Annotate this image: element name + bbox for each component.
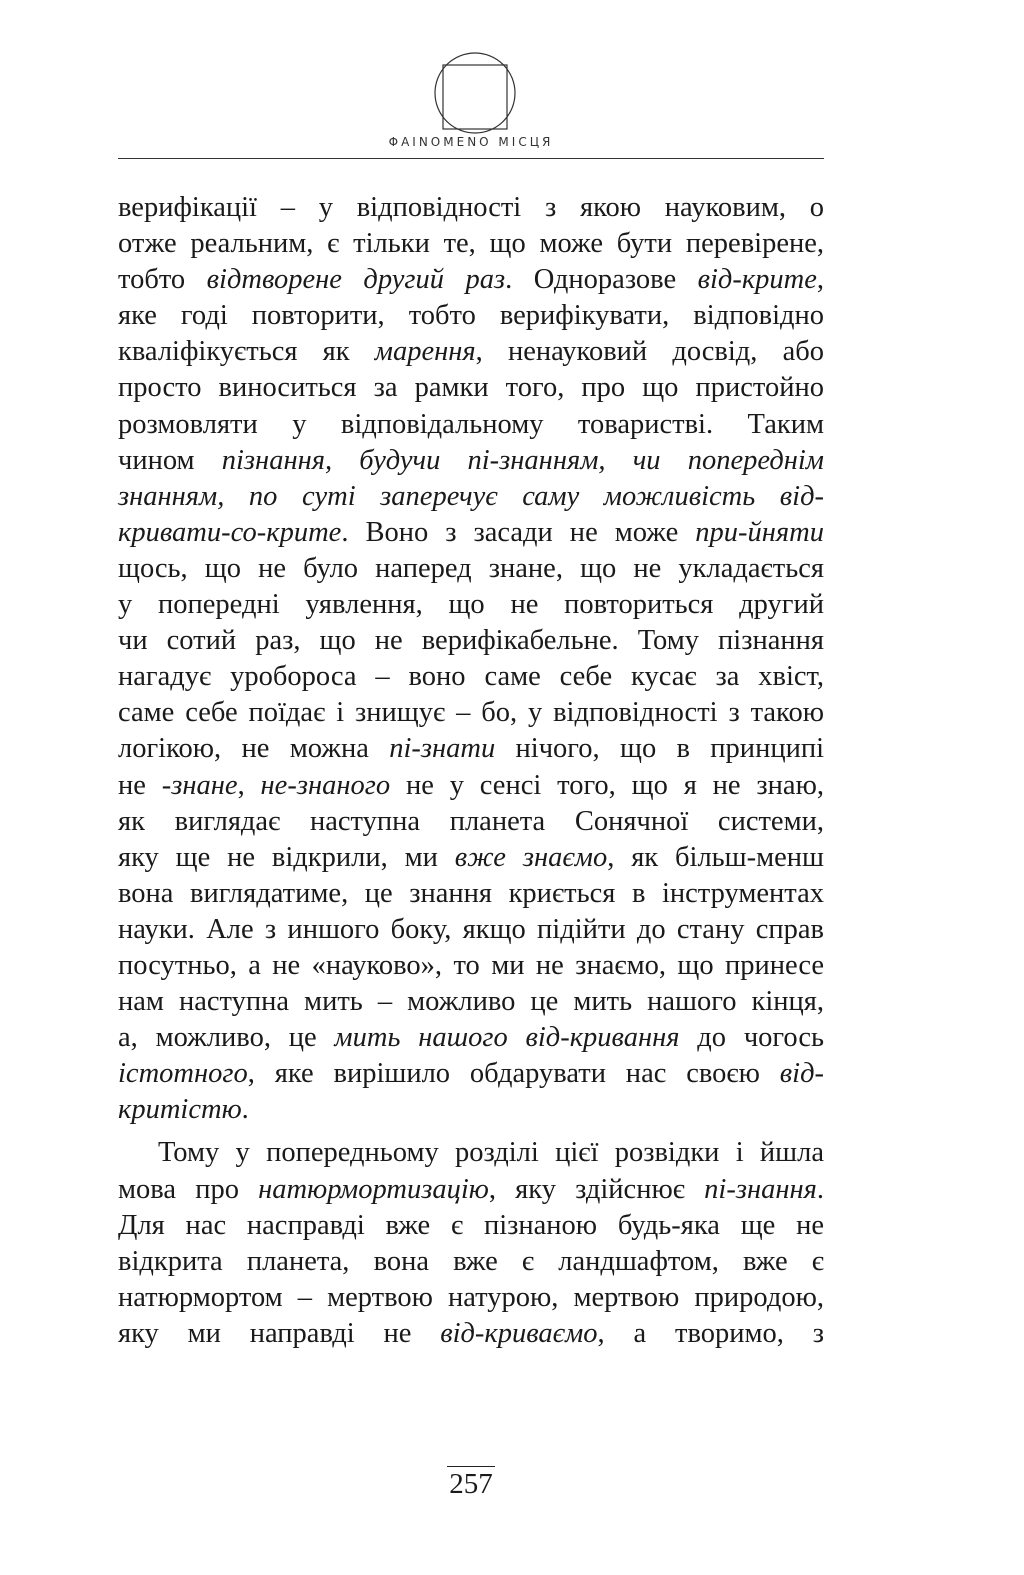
text-line bbox=[118, 370, 824, 406]
italic-run: при-йняти bbox=[695, 516, 824, 548]
text-run: яку ще не відкрили, ми bbox=[118, 841, 455, 873]
header-rule bbox=[118, 158, 824, 159]
text-line bbox=[118, 948, 824, 984]
text-line bbox=[118, 840, 824, 876]
italic-run: натюрмортизацію bbox=[258, 1173, 489, 1205]
text-run: яке годі повторити, тобто верифікувати, відповідно bbox=[118, 300, 824, 332]
text-line bbox=[118, 1020, 824, 1056]
italic-run: не-знаного bbox=[260, 769, 391, 801]
text-line bbox=[118, 1280, 824, 1316]
text-run: не у сенсі того, що я не знаю, bbox=[390, 769, 825, 801]
text-line bbox=[118, 912, 824, 948]
italic-run: від- bbox=[779, 1058, 824, 1090]
italic-run: -знане bbox=[161, 769, 238, 801]
text-run: , яке вирішило обдарувати нас своєю bbox=[247, 1058, 780, 1090]
text-run: тобто bbox=[118, 264, 207, 296]
text-run: , bbox=[816, 264, 825, 296]
text-run: кваліфікується як bbox=[118, 336, 375, 368]
text-run: логікою, не можна bbox=[118, 733, 390, 765]
italic-run: вже знаємо bbox=[454, 841, 608, 873]
text-line bbox=[118, 731, 824, 767]
text-run: не bbox=[118, 769, 162, 801]
text-run: . Воно з засади не може bbox=[341, 516, 696, 548]
text-run: чи сотий раз, що не верифікабельне. Тому пізнання bbox=[118, 625, 824, 657]
running-head: ΦAINOMENO МІСЦЯ bbox=[388, 135, 554, 149]
text-run: , як більш-менш bbox=[607, 841, 824, 873]
text-line bbox=[118, 551, 824, 587]
text-line bbox=[118, 695, 824, 731]
text-run: , ненауковий досвід, або bbox=[475, 336, 824, 368]
text-run: нагадує уробороса – воно саме себе кусає за хвіст, bbox=[118, 661, 824, 693]
text-line bbox=[118, 1092, 824, 1128]
text-run: Для нас насправді вже є пізнаною будь-яка ще не bbox=[118, 1209, 824, 1241]
text-line bbox=[118, 334, 824, 370]
text-line bbox=[118, 804, 824, 840]
circle-square-logo-icon bbox=[432, 50, 518, 136]
italic-run: знанням, по суті заперечує саму можливість від- bbox=[118, 480, 824, 512]
text-line bbox=[118, 587, 824, 623]
text-line bbox=[118, 226, 824, 262]
text-run: нічого, що в принципі bbox=[495, 733, 824, 765]
text-run: нам наступна мить – можливо це мить нашого кінця, bbox=[118, 986, 824, 1018]
text-run: мова про bbox=[118, 1173, 259, 1205]
italic-run: мить нашого від-кривання bbox=[334, 1022, 680, 1054]
text-run: саме себе поїдає і знищує – бо, у відповідності з такою bbox=[118, 697, 824, 729]
text-line bbox=[118, 1056, 824, 1092]
italic-run: від-криваємо bbox=[440, 1317, 598, 1349]
text-line bbox=[118, 262, 824, 298]
text-run: а, можливо, це bbox=[118, 1022, 335, 1054]
text-run: у попередні уявлення, що не повториться другий bbox=[118, 589, 824, 621]
text-run: . bbox=[816, 1173, 824, 1205]
text-line bbox=[118, 407, 824, 443]
italic-run: кривати-со-крите bbox=[118, 516, 342, 548]
italic-run: пізнання, будучи пі-знанням, чи попереднім bbox=[221, 444, 824, 476]
text-line bbox=[118, 1172, 824, 1208]
text-run: чином bbox=[118, 444, 222, 476]
text-line bbox=[118, 1208, 824, 1244]
text-run: отже реальним, є тільки те, що може бути перевірене, bbox=[118, 228, 824, 260]
text-line bbox=[118, 1316, 824, 1352]
text-run: яку ми направді не bbox=[118, 1317, 441, 1349]
text-run: . bbox=[241, 1094, 249, 1126]
text-run: натюрмортом – мертвою натурою, мертвою природою, bbox=[118, 1281, 824, 1313]
text-run: відкрита планета, вона вже є ландшафтом, вже є bbox=[118, 1245, 824, 1277]
text-run: верифікації – у відповідності з якою науковим, о bbox=[118, 192, 824, 223]
text-run: науки. Але з иншого боку, якщо підійти до стану справ bbox=[118, 913, 824, 945]
page-number-value: 257 bbox=[449, 1468, 493, 1500]
text-line bbox=[118, 659, 824, 695]
italic-run: пі-знати bbox=[389, 733, 496, 765]
text-run: вона виглядатиме, це знання криється в інструментах bbox=[118, 877, 824, 909]
text-line bbox=[118, 1135, 824, 1171]
text-run: Тому у попередньому розділі цієї розвідки і йшла bbox=[158, 1137, 824, 1169]
text-run: як виглядає наступна планета Сонячної системи, bbox=[118, 805, 824, 837]
text-line bbox=[118, 984, 824, 1020]
text-run: , bbox=[237, 769, 261, 801]
text-line bbox=[118, 768, 824, 804]
text-run: щось, що не було наперед знане, що не укладається bbox=[118, 552, 824, 584]
text-run: розмовляти у відповідальному товаристві. Таким bbox=[118, 408, 824, 440]
text-line bbox=[118, 623, 824, 659]
text-run: , яку здійснює bbox=[488, 1173, 705, 1205]
text-line bbox=[118, 515, 824, 551]
text-run: , а творимо, з bbox=[597, 1317, 824, 1349]
italic-run: відтворене другий раз bbox=[206, 264, 506, 296]
text-run: до чогось bbox=[679, 1022, 824, 1054]
text-line bbox=[118, 190, 824, 226]
text-line bbox=[118, 443, 824, 479]
text-line bbox=[118, 876, 824, 912]
page-number bbox=[118, 1466, 824, 1501]
text-run: просто виноситься за рамки того, про що пристойно bbox=[118, 372, 824, 404]
text-line bbox=[118, 479, 824, 515]
italic-run: істотного bbox=[118, 1058, 248, 1090]
text-line bbox=[118, 298, 824, 334]
italic-run: марення bbox=[374, 336, 476, 368]
italic-run: пі-знання bbox=[704, 1173, 817, 1205]
body-text bbox=[118, 190, 824, 1352]
italic-run: критістю bbox=[118, 1094, 242, 1126]
text-run: посутньо, а не «науково», то ми не знаємо, що принесе bbox=[118, 949, 824, 981]
text-run: . Одноразове bbox=[505, 264, 698, 296]
italic-run: від-крите bbox=[697, 264, 817, 296]
text-line bbox=[118, 1244, 824, 1280]
